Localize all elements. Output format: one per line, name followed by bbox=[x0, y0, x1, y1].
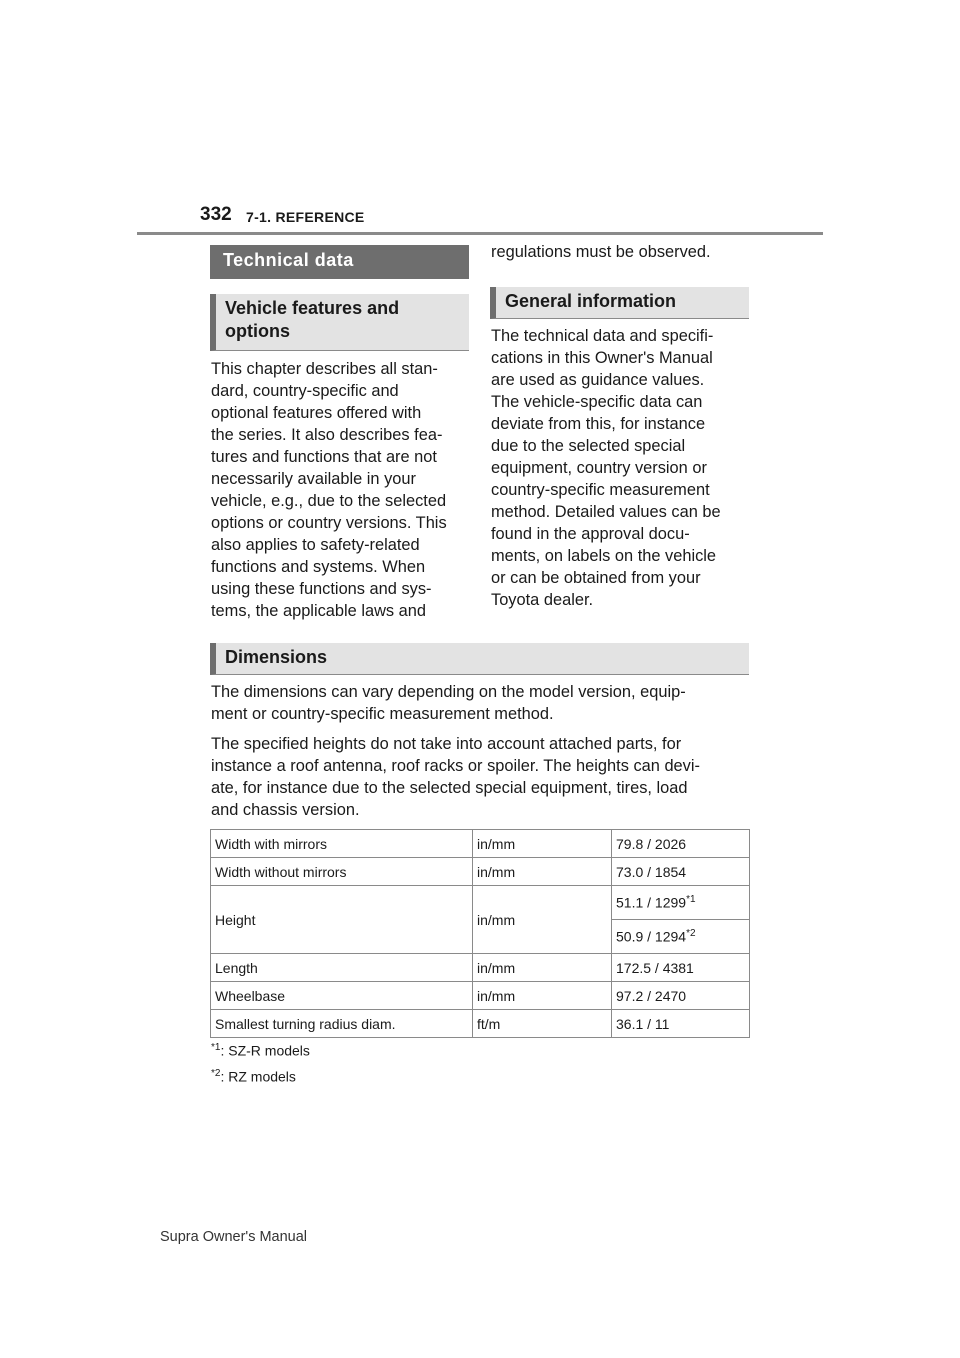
text-line: and chassis version. bbox=[211, 801, 360, 819]
table-row bbox=[211, 982, 750, 1010]
text-line: dard, country-specific and bbox=[211, 382, 399, 400]
table-cell-unit: in/mm bbox=[473, 858, 612, 886]
text-line: vehicle, e.g., due to the selected bbox=[211, 492, 447, 510]
text-line: also applies to safety-related bbox=[211, 536, 420, 554]
text-line: instance a roof antenna, roof racks or spoiler. The heights can devi- bbox=[211, 757, 700, 775]
table-cell-unit: in/mm bbox=[473, 830, 612, 858]
text-line: cations in this Owner's Manual bbox=[491, 349, 713, 367]
table-cell-unit: in/mm bbox=[473, 954, 612, 982]
table-cell-value: 97.2 / 2470 bbox=[612, 982, 750, 1010]
text-line: The dimensions can vary depending on the model version, equip- bbox=[211, 683, 686, 701]
table-cell-unit: ft/m bbox=[473, 1010, 612, 1038]
subheading-vehicle-features: Vehicle features and options bbox=[210, 294, 469, 351]
vehicle-features-text bbox=[211, 358, 469, 622]
table-cell-label: Width without mirrors bbox=[211, 858, 473, 886]
text-line: ment or country-specific measurement method. bbox=[211, 705, 554, 723]
table-cell-label: Smallest turning radius diam. bbox=[211, 1010, 473, 1038]
text-line: found in the approval docu- bbox=[491, 525, 690, 543]
subheading-general-information: General information bbox=[490, 287, 749, 319]
text-line: Toyota dealer. bbox=[491, 591, 594, 609]
text-line: country-specific measurement bbox=[491, 481, 710, 499]
dimensions-table bbox=[210, 829, 750, 1038]
header-divider bbox=[137, 232, 823, 235]
table-cell-value: 79.8 / 2026 bbox=[612, 830, 750, 858]
table-row bbox=[211, 830, 750, 858]
section-heading-technical-data: Technical data bbox=[210, 245, 469, 279]
table-cell-value bbox=[612, 886, 750, 920]
table-cell-value: 172.5 / 4381 bbox=[612, 954, 750, 982]
footnote-mark: *1 bbox=[211, 1042, 221, 1053]
text-line: tures and functions that are not bbox=[211, 448, 437, 466]
table-cell-label: Length bbox=[211, 954, 473, 982]
table-row bbox=[211, 858, 750, 886]
footer-manual-title: Supra Owner's Manual bbox=[160, 1229, 308, 1245]
text-line: tems, the applicable laws and bbox=[211, 602, 427, 620]
footnote-2 bbox=[211, 1068, 296, 1085]
text-line: The technical data and specifi- bbox=[491, 327, 714, 345]
footnote-text: : SZ-R models bbox=[220, 1042, 310, 1059]
footnote-mark: *2 bbox=[686, 928, 696, 940]
dimensions-paragraph-2 bbox=[211, 733, 751, 821]
dimensions-paragraph-1 bbox=[211, 681, 751, 725]
text-line: options or country versions. This bbox=[211, 514, 447, 532]
text-line: are used as guidance values. bbox=[491, 371, 705, 389]
page-number: 332 bbox=[200, 204, 232, 225]
footnote-1 bbox=[211, 1042, 310, 1059]
table-cell-value bbox=[612, 920, 750, 954]
continued-text: regulations must be observed. bbox=[491, 243, 711, 261]
table-cell-value: 73.0 / 1854 bbox=[612, 858, 750, 886]
subheading-dimensions: Dimensions bbox=[210, 643, 749, 675]
text-line: The specified heights do not take into account attached parts, for bbox=[211, 735, 682, 753]
text-line: method. Detailed values can be bbox=[491, 503, 721, 521]
text-line: deviate from this, for instance bbox=[491, 415, 706, 433]
text-line: The vehicle-specific data can bbox=[491, 393, 703, 411]
text-line: This chapter describes all stan- bbox=[211, 360, 438, 378]
table-cell-unit: in/mm bbox=[473, 886, 612, 954]
value-text: 50.9 / 1294 bbox=[616, 928, 687, 945]
table-cell-label: Width with mirrors bbox=[211, 830, 473, 858]
text-line: functions and systems. When bbox=[211, 558, 426, 576]
text-line: optional features offered with bbox=[211, 404, 422, 422]
table-cell-value: 36.1 / 11 bbox=[612, 1010, 750, 1038]
value-text: 51.1 / 1299 bbox=[616, 894, 687, 911]
text-line: necessarily available in your bbox=[211, 470, 416, 488]
table-row bbox=[211, 954, 750, 982]
text-line: equipment, country version or bbox=[491, 459, 707, 477]
text-line: ments, on labels on the vehicle bbox=[491, 547, 717, 565]
text-line: due to the selected special bbox=[491, 437, 686, 455]
text-line: ate, for instance due to the selected special equipment, tires, load bbox=[211, 779, 688, 797]
table-row bbox=[211, 1010, 750, 1038]
text-line: or can be obtained from your bbox=[491, 569, 701, 587]
footnote-mark: *1 bbox=[686, 894, 696, 906]
table-cell-label: Height bbox=[211, 886, 473, 954]
table-cell-unit: in/mm bbox=[473, 982, 612, 1010]
footnote-mark: *2 bbox=[211, 1068, 221, 1079]
table-cell-label: Wheelbase bbox=[211, 982, 473, 1010]
text-line: the series. It also describes fea- bbox=[211, 426, 443, 444]
table-row bbox=[211, 886, 750, 920]
text-line: using these functions and sys- bbox=[211, 580, 432, 598]
footnote-text: : RZ models bbox=[220, 1068, 296, 1085]
general-information-text bbox=[491, 325, 749, 611]
chapter-title: 7-1. REFERENCE bbox=[246, 209, 365, 225]
